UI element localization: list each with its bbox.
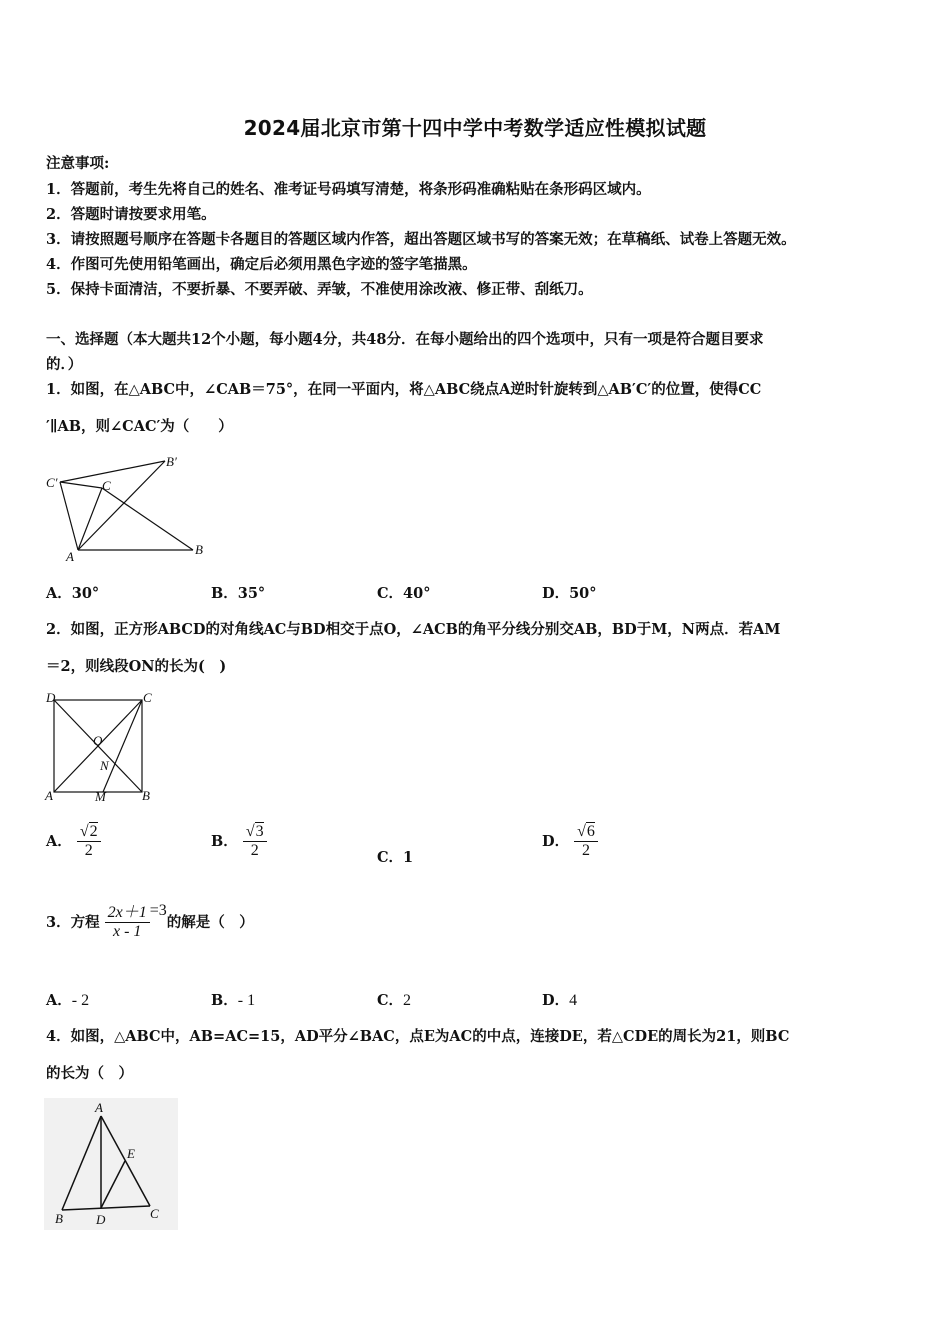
q3-fraction-numerator: 2x＋1: [105, 904, 150, 923]
q3-option-c-value: 2: [403, 992, 412, 1009]
q1-label-c: C: [102, 478, 111, 493]
q2-option-d-denominator: 2: [582, 842, 591, 860]
q2-option-a[interactable]: [46, 823, 101, 861]
q4-stem-line1: 4．如图，△ABC中，AB=AC=15，AD平分∠BAC，点E为AC的中点，连接DE，若△CDE的周长为21，则BC: [46, 1028, 790, 1045]
q2-option-b[interactable]: [211, 823, 267, 861]
q1-stem-line2: ′∥AB，则∠CAC′为（ ）: [46, 418, 233, 435]
q2-option-c[interactable]: [377, 846, 413, 867]
q1-option-d[interactable]: D．50°: [542, 585, 597, 602]
q2-option-d-fraction: $\frac{√6}{2}$: [574, 823, 598, 861]
q3-option-b[interactable]: [211, 989, 255, 1010]
q2-label-n: N: [100, 758, 109, 773]
q2-label-b: B: [142, 788, 150, 803]
q2-option-d-radicand: 6: [586, 823, 595, 840]
notice-item-2: 2．答题时请按要求用笔。: [46, 206, 216, 223]
q1-label-a: A: [66, 549, 74, 564]
q2-option-a-radicand: 2: [89, 823, 98, 840]
q2-label-o: O: [93, 733, 103, 748]
q2-option-c-letter: C．: [377, 849, 404, 866]
q3-fraction: [105, 904, 150, 942]
q1-option-a[interactable]: A．30°: [46, 585, 100, 602]
q1-option-c[interactable]: C．40°: [377, 585, 431, 602]
q3-option-a[interactable]: [46, 989, 89, 1010]
notice-heading: 注意事项:: [46, 155, 110, 172]
section-heading-line1: 一、选择题（本大题共12个小题，每小题4分，共48分．在每小题给出的四个选项中，只有一项是符合题目要求: [46, 331, 764, 348]
q2-label-c: C: [143, 690, 152, 705]
q3-option-c[interactable]: [377, 989, 411, 1010]
q4-stem-line2: 的长为（ ）: [46, 1065, 133, 1082]
q2-option-b-fraction: $\frac{√3}{2}$: [243, 823, 267, 861]
q2-label-d: D: [46, 690, 56, 705]
q2-option-b-letter: B．: [211, 832, 238, 850]
q2-option-a-denominator: 2: [84, 842, 93, 860]
q3-option-b-value: - 1: [237, 992, 256, 1009]
q2-option-b-radicand: 3: [255, 823, 264, 840]
notice-item-4: 4．作图可先使用铅笔画出，确定后必须用黑色字迹的签字笔描黑。: [46, 256, 477, 273]
notice-item-5: 5．保持卡面清洁，不要折暴、不要弄破、弄皱，不准使用涂改液、修正带、刮纸刀。: [46, 281, 593, 298]
q1-stem-line1: 1．如图，在△ABC中，∠CAB＝75°，在同一平面内，将△ABC绕点A逆时针旋转到△AB′C′的位置，使得CC: [46, 381, 762, 398]
q2-stem-line1: 2．如图，正方形ABCD的对角线AC与BD相交于点O，∠ACB的角平分线分别交AB，BD于M，N两点．若AM: [46, 621, 781, 638]
notice-item-3: 3．请按照题号顺序在答题卡各题目的答题区域内作答，超出答题区域书写的答案无效；在草稿纸、试卷上答题无效。: [46, 231, 796, 248]
q2-label-m: M: [95, 789, 106, 804]
q2-option-a-letter: A．: [46, 832, 72, 850]
q2-option-d-letter: D．: [542, 832, 570, 850]
q3-option-a-letter: A．: [46, 992, 72, 1009]
q3-option-c-letter: C．: [377, 992, 404, 1009]
q1-label-b-prime: B′: [166, 454, 177, 469]
q4-label-e: E: [127, 1146, 135, 1161]
q3-fraction-denominator: x - 1: [112, 923, 142, 941]
q3-equals: =3: [149, 901, 167, 919]
q2-label-a: A: [45, 788, 53, 803]
q2-option-b-denominator: 2: [250, 842, 259, 860]
q3-option-d-value: 4: [569, 992, 578, 1009]
q2-option-d[interactable]: [542, 823, 598, 861]
q4-label-c: C: [150, 1206, 159, 1221]
q4-label-d: D: [96, 1212, 106, 1227]
q3-prefix: 3．方程: [46, 913, 100, 931]
notice-item-1: 1．答题前，考生先将自己的姓名、准考证号码填写清楚，将条形码准确粘贴在条形码区域内。: [46, 181, 651, 198]
q1-label-b: B: [195, 542, 203, 557]
q2-option-a-fraction: $\frac{√2}{2}$: [77, 823, 101, 861]
q1-option-b[interactable]: B．35°: [211, 585, 266, 602]
q3-option-d-letter: D．: [542, 992, 570, 1009]
section-heading-line2: 的．）: [46, 356, 83, 373]
q1-figure: [40, 450, 220, 565]
page-title: 2024届北京市第十四中学中考数学适应性模拟试题: [243, 116, 707, 140]
q3-option-d[interactable]: [542, 989, 577, 1010]
q3-suffix: 的解是（ ）: [166, 913, 254, 931]
q2-figure: [40, 688, 160, 806]
q3-option-b-letter: B．: [211, 992, 238, 1009]
q4-label-b: B: [55, 1211, 63, 1226]
q2-option-c-value: 1: [403, 849, 414, 866]
q4-label-a: A: [95, 1100, 103, 1115]
q4-figure: [44, 1098, 184, 1233]
q3-stem: [46, 901, 254, 942]
q1-label-c-prime: C′: [46, 475, 58, 490]
q3-option-a-value: - 2: [71, 992, 90, 1009]
q2-stem-line2: ＝2，则线段ON的长为( ): [46, 658, 227, 675]
